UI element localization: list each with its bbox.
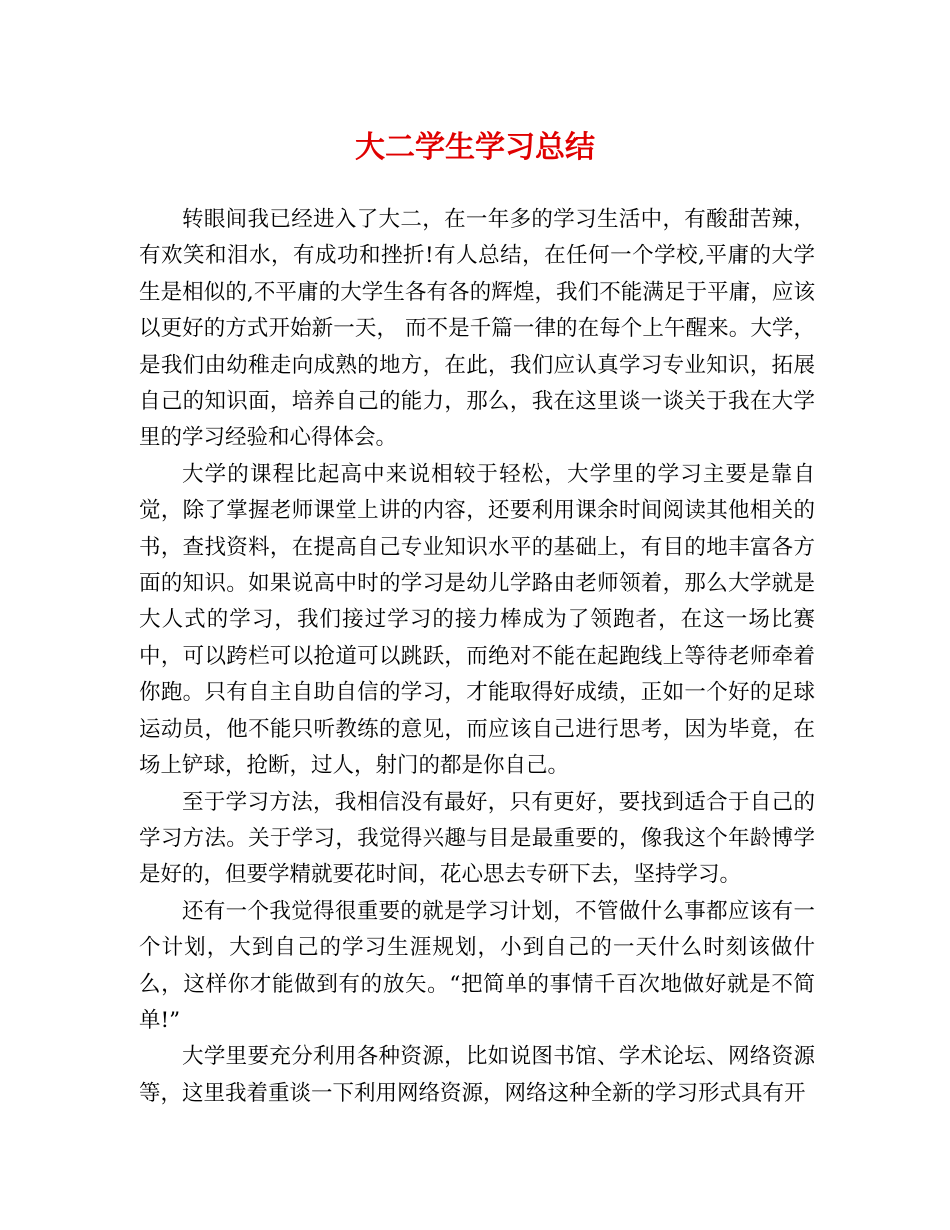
paragraph: 大学的课程比起高中来说相较于轻松，大学里的学习主要是靠自觉，除了掌握老师课堂上讲的内容，还要利用课余时间阅读其他相关的书，查找资料，在提高自己专业知识水平的基础上，有目的地丰富各方面的知识。如果说高中时的学习是幼儿学路由老师领着，那么大学就是大人式的学习，我们接过学习的接力棒成为了领跑者，在这一场比赛中，可以跨栏可以抢道可以跳跃，而绝对不能在起跑线上等待老师牵着你跑。只有自主自助自信的学习，才能取得好成绩，正如一个好的足球运动员，他不能只听教练的意见，而应该自己进行思考，因为毕竟，在场上铲球，抢断，过人，射门的都是你自己。 <box>139 461 815 779</box>
paragraph: 转眼间我已经进入了大二，在一年多的学习生活中，有酸甜苦辣，有欢笑和泪水，有成功和挫折!有人总结，在任何一个学校,平庸的大学生是相似的,不平庸的大学生各有各的辉煌，我们不能满足于平庸，应该以更好的方式开始新一天， 而不是千篇一律的在每个上午醒来。大学，是我们由幼稚走向成熟的地方，在此，我们应认真学习专业知识，拓展自己的知识面，培养自己的能力，那么，我在这里谈一谈关于我在大学里的学习经验和心得体会。 <box>139 207 815 451</box>
paragraph: 大学里要充分利用各种资源，比如说图书馆、学术论坛、网络资源等，这里我着重谈一下利用网络资源，网络这种全新的学习形式具有开 <box>139 1044 815 1106</box>
paragraph: 还有一个我觉得很重要的就是学习计划，不管做什么事都应该有一个计划，大到自己的学习生涯规划，小到自己的一天什么时刻该做什么，这样你才能做到有的放矢。“把简单的事情千百次地做好就是不简单!” <box>139 898 815 1033</box>
document-title: 大二学生学习总结 <box>355 130 595 165</box>
document-body <box>139 202 815 1112</box>
paragraph: 至于学习方法，我相信没有最好，只有更好，要找到适合于自己的学习方法。关于学习，我觉得兴趣与目是最重要的，像我这个年龄博学是好的，但要学精就要花时间，花心思去专研下去，坚持学习。 <box>139 789 815 888</box>
